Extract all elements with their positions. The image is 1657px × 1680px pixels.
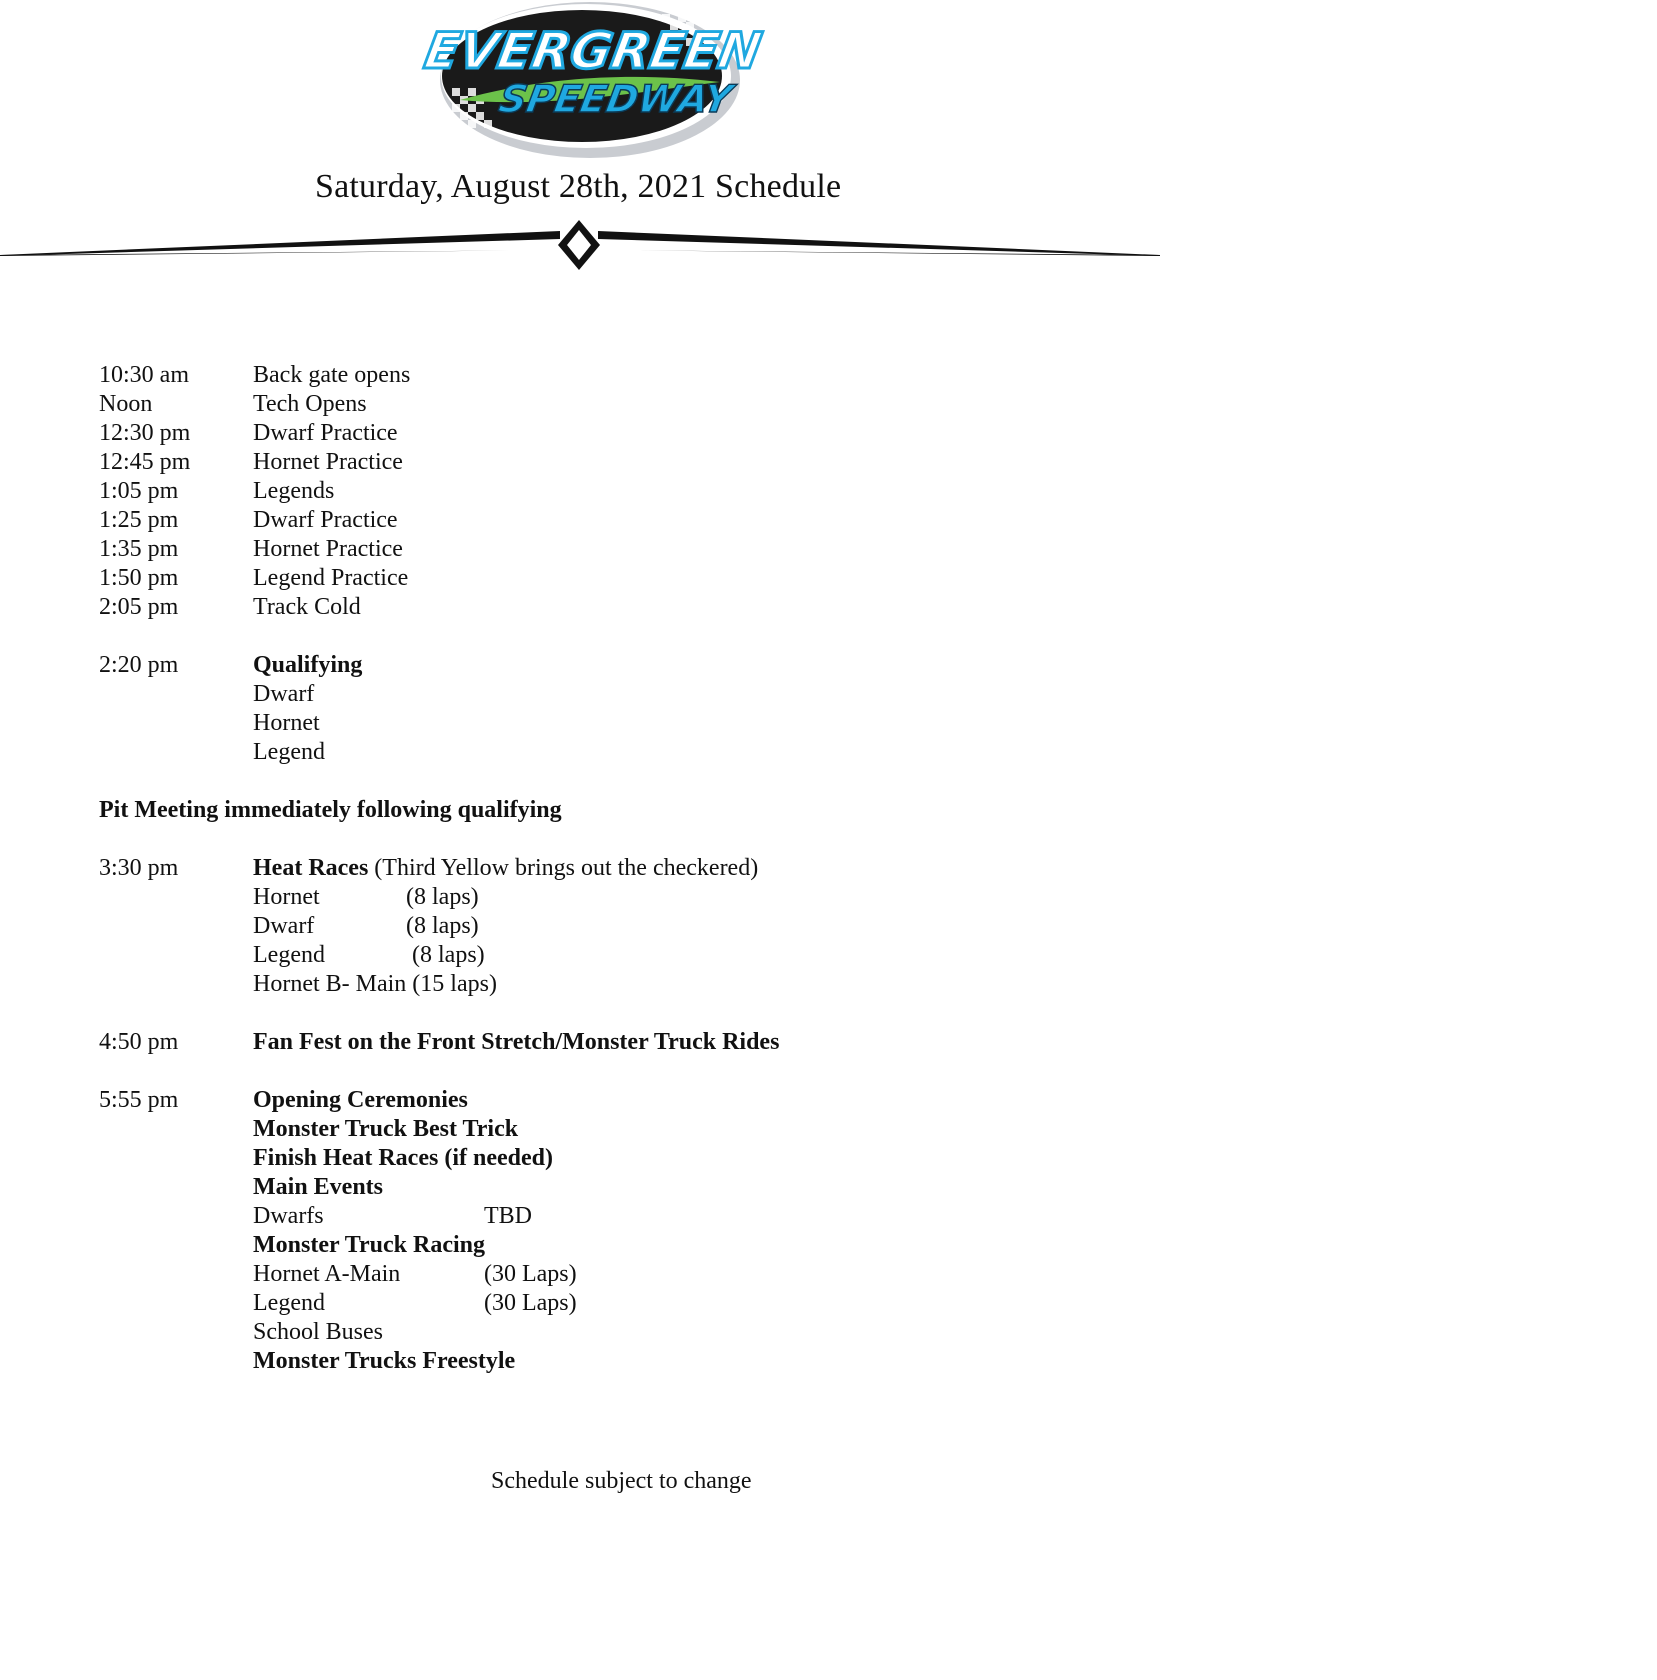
heat-races-time: 3:30 pm [99, 855, 179, 881]
school-buses: School Buses [253, 1319, 384, 1345]
schedule-event: Legends [253, 478, 335, 504]
heat-race-laps: (8 laps) [406, 913, 479, 939]
schedule-time: Noon [99, 391, 153, 417]
schedule-time: 12:45 pm [99, 449, 191, 475]
schedule-time: 1:05 pm [99, 478, 179, 504]
qualifying-class: Hornet [253, 710, 320, 736]
heat-race-laps: (8 laps) [406, 884, 479, 910]
heat-race-class: Dwarf [253, 913, 315, 939]
qualifying-class: Dwarf [253, 681, 315, 707]
page-title: Saturday, August 28th, 2021 Schedule [315, 168, 842, 205]
qualifying-class: Legend [253, 739, 325, 765]
monster-truck-best-trick: Monster Truck Best Trick [253, 1116, 519, 1142]
schedule-time: 1:50 pm [99, 565, 179, 591]
hornet-b-main: Hornet B- Main (15 laps) [253, 971, 497, 997]
schedule-time: 1:35 pm [99, 536, 179, 562]
heat-races-note: (Third Yellow brings out the checkered) [374, 855, 759, 881]
schedule-event: Back gate opens [253, 362, 411, 388]
main-event-laps: TBD [484, 1203, 532, 1229]
evening-time: 5:55 pm [99, 1087, 179, 1113]
schedule-event: Legend Practice [253, 565, 409, 591]
heat-race-laps: (8 laps) [412, 942, 485, 968]
schedule-event: Hornet Practice [253, 536, 403, 562]
heat-race-class: Hornet [253, 884, 320, 910]
pit-meeting-notice: Pit Meeting immediately following qualifying [99, 797, 562, 823]
monster-truck-racing: Monster Truck Racing [253, 1232, 485, 1258]
heat-races-heading: Heat Races [253, 855, 369, 881]
heat-races-header [253, 854, 758, 883]
schedule-time: 2:05 pm [99, 594, 179, 620]
main-event-class: Dwarfs [253, 1203, 324, 1229]
main-event-laps: (30 Laps) [484, 1290, 577, 1316]
schedule-time: 1:25 pm [99, 507, 179, 533]
main-event-class: Hornet A-Main [253, 1261, 401, 1287]
decorative-divider [0, 218, 1160, 274]
schedule-event: Dwarf Practice [253, 420, 398, 446]
heat-race-class: Legend [253, 942, 325, 968]
main-event-laps: (30 Laps) [484, 1261, 577, 1287]
qualifying-time: 2:20 pm [99, 652, 179, 678]
logo-line2: SPEEDWAY [495, 77, 736, 122]
fan-fest-time: 4:50 pm [99, 1029, 179, 1055]
monster-trucks-freestyle: Monster Trucks Freestyle [253, 1348, 516, 1374]
schedule-event: Dwarf Practice [253, 507, 398, 533]
schedule-time: 12:30 pm [99, 420, 191, 446]
qualifying-heading: Qualifying [253, 652, 363, 678]
schedule-disclaimer: Schedule subject to change [491, 1468, 752, 1494]
opening-ceremonies: Opening Ceremonies [253, 1087, 468, 1113]
schedule-time: 10:30 am [99, 362, 189, 388]
logo-line1: EVERGREEN [420, 21, 766, 80]
fan-fest-event: Fan Fest on the Front Stretch/Monster Truck Rides [253, 1029, 780, 1055]
schedule-event: Hornet Practice [253, 449, 403, 475]
schedule-event: Track Cold [253, 594, 361, 620]
evergreen-speedway-logo [390, 0, 775, 162]
main-event-class: Legend [253, 1290, 325, 1316]
finish-heat-races: Finish Heat Races (if needed) [253, 1145, 553, 1171]
main-events-heading: Main Events [253, 1174, 384, 1200]
schedule-event: Tech Opens [253, 391, 367, 417]
